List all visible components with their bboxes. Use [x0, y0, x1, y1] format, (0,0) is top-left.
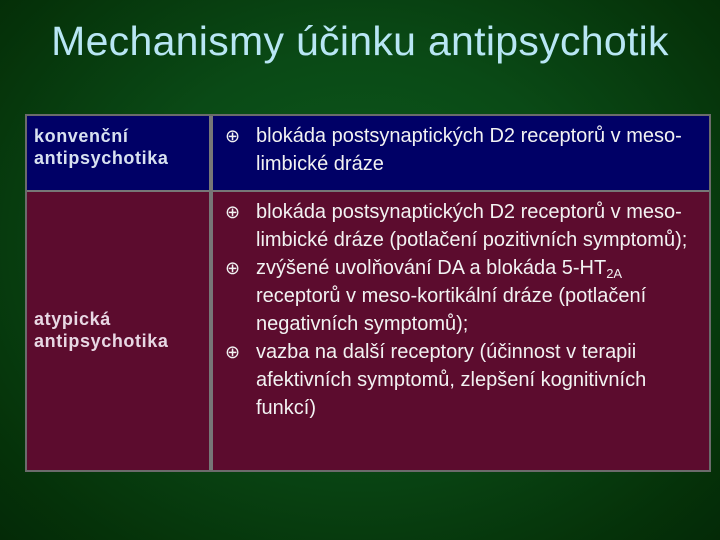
bullet-text-after: receptorů v meso-kortikální dráze (potlačení negativních symptomů); [256, 285, 647, 335]
row-divider [27, 190, 709, 192]
row-content-cell [213, 116, 709, 190]
bullet-list [223, 198, 701, 422]
slide-title: Mechanismy účinku antipsychotik [51, 18, 669, 64]
bullet-list [223, 122, 701, 178]
bullet-marker-icon: ⊕ [225, 126, 241, 146]
row-label-cell [27, 192, 209, 470]
row-label-atypical [34, 308, 168, 352]
row-label-line2: antipsychotika [34, 148, 169, 168]
bullet-marker-icon: ⊕ [225, 202, 241, 222]
list-item [223, 122, 701, 178]
row-label-line1: atypická [34, 309, 111, 329]
row-label-line1: konvenční [34, 126, 129, 146]
row-content-cell [213, 192, 709, 470]
bullet-marker-icon: ⊕ [225, 258, 241, 278]
bullet-text: vazba na další receptory (účinnost v terapii afektivních symptomů, zlepšení kognitivních funkcí) [256, 341, 647, 419]
row-label-line2: antipsychotika [34, 331, 169, 351]
bullet-text: blokáda postsynaptických D2 receptorů v meso-limbické dráze (potlačení pozitivních symptomů); [256, 201, 688, 251]
bullet-text: blokáda postsynaptických D2 receptorů v meso-limbické dráze [256, 125, 682, 175]
row-label-conventional [34, 125, 168, 169]
list-item [223, 198, 701, 254]
row-label-cell [27, 116, 209, 190]
table-row-atypical [27, 192, 709, 470]
list-item [223, 254, 701, 338]
bullet-text-before: zvýšené uvolňování DA a blokáda 5-HT [256, 257, 607, 279]
bullet-marker-icon: ⊕ [225, 342, 241, 362]
column-divider [209, 116, 213, 470]
comparison-table [25, 114, 711, 472]
receptor-subscript: 2A [606, 266, 623, 281]
table-row-conventional [27, 116, 709, 190]
list-item [223, 338, 701, 422]
